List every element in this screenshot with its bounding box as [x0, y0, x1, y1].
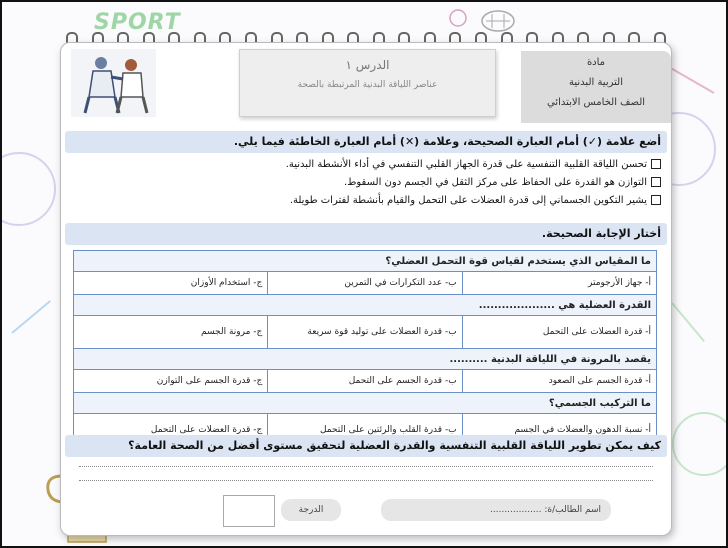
option-c[interactable]: ج- قدرة العضلات على التحمل [74, 414, 268, 447]
subject-name: التربية البدنية [569, 77, 623, 88]
decor-icon [480, 8, 516, 34]
option-a[interactable]: أ- نسبة الدهون والعضلات في الجسم [462, 414, 656, 447]
grade-label: الدرجة [281, 499, 341, 521]
option-a[interactable]: أ- قدرة العضلات على التحمل [462, 316, 656, 349]
decor-circle [672, 412, 728, 476]
subject-label: مادة [586, 57, 606, 68]
statement-text: يشير التكوين الجسماني إلى قدرة العضلات على التحمل والقيام بأنشطة لفترات طويلة. [289, 195, 647, 206]
option-c[interactable]: ج- مرونة الجسم [74, 316, 268, 349]
options-row [74, 316, 657, 349]
question-text: القدرة العضلية هي .................... [74, 295, 657, 316]
grade-box[interactable] [223, 495, 275, 527]
checkbox[interactable] [651, 159, 661, 169]
decor-circle [0, 152, 56, 226]
answer-line[interactable] [79, 465, 653, 467]
option-b[interactable]: ب- قدرة القلب والرئتين على التحمل [268, 414, 462, 447]
statement-text: تحسن اللياقة القلبية التنفسية على قدرة الجهاز القلبي التنفسي في أداء الأنشطة البدنية. [285, 159, 647, 170]
sport-word: SPORT [94, 10, 181, 35]
lesson-box [239, 49, 496, 117]
grade-level: الصف الخامس الابتدائي [546, 97, 646, 108]
statement-3 [71, 194, 661, 208]
question-row [74, 393, 657, 414]
decor-line [671, 302, 705, 342]
judo-illustration [71, 49, 156, 117]
question-row [74, 349, 657, 370]
option-c[interactable]: ج- قدرة الجسم على التوازن [74, 370, 268, 393]
checkbox[interactable] [651, 195, 661, 205]
statement-1 [71, 158, 661, 172]
answer-line[interactable] [79, 479, 653, 481]
section3-question: كيف يمكن تطوير اللياقة القلبية التنفسية والقدرة العضلية لتحقيق مستوى أفضل من الصحة العامة؟ [65, 435, 667, 457]
options-row [74, 272, 657, 295]
lesson-title: الدرس ١ [345, 58, 390, 72]
worksheet [60, 42, 672, 536]
lesson-subtitle: عناصر اللياقة البدنية المرتبطة بالصحة [297, 80, 438, 90]
worksheet-header [61, 43, 671, 123]
section2-instruction: أختار الإجابة الصحيحة. [65, 223, 667, 245]
option-c[interactable]: ج- استخدام الأوزان [74, 272, 268, 295]
question-text: ما التركيب الجسمي؟ [74, 393, 657, 414]
option-b[interactable]: ب- قدرة العضلات على توليد قوة سريعة [268, 316, 462, 349]
footer [171, 495, 611, 525]
decor-line [11, 300, 51, 334]
option-a[interactable]: أ- قدرة الجسم على الصعود [462, 370, 656, 393]
statement-2 [71, 176, 661, 190]
subject-box [521, 51, 671, 123]
section1-instruction: أضع علامة (✓) أمام العبارة الصحيحة، وعلامة (✕) أمام العبارة الخاطئة فيما يلي. [65, 131, 667, 153]
option-b[interactable]: ب- قدرة الجسم على التحمل [268, 370, 462, 393]
option-a[interactable]: أ- جهاز الأرجومتر [462, 272, 656, 295]
option-b[interactable]: ب- عدد التكرارات في التمرين [268, 272, 462, 295]
options-row [74, 370, 657, 393]
decor-circle [448, 8, 468, 28]
checkbox[interactable] [651, 177, 661, 187]
question-row [74, 251, 657, 272]
student-name-field[interactable]: اسم الطالب/ة: .................. [381, 499, 611, 521]
question-text: يقصد بالمرونة في اللياقة البدنية .......... [74, 349, 657, 370]
question-text: ما المقياس الذي يستخدم لقياس قوة التحمل العضلي؟ [74, 251, 657, 272]
mcq-table [73, 250, 657, 447]
question-row [74, 295, 657, 316]
statement-text: التوازن هو القدرة على الحفاظ على مركز الثقل في الجسم دون السقوط. [343, 177, 647, 188]
